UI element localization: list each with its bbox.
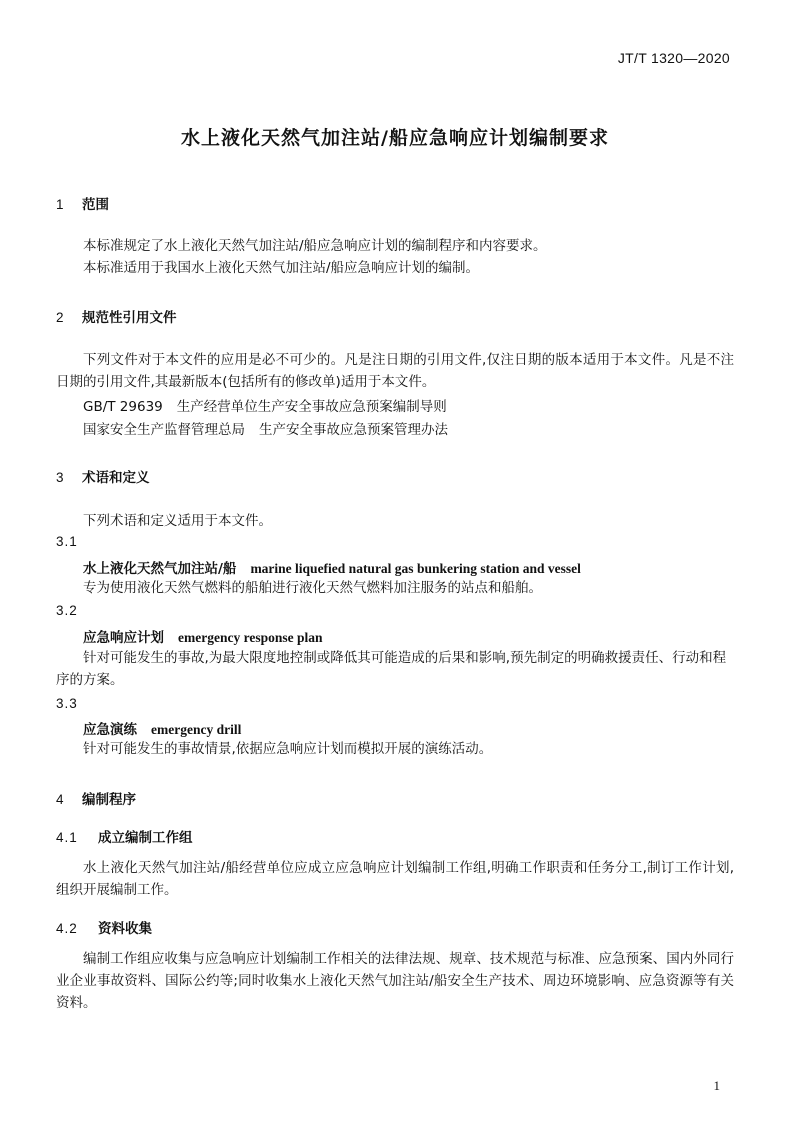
section-1-paragraph-2: 本标准适用于我国水上液化天然气加注站/船应急响应计划的编制。	[83, 260, 480, 276]
section-title: 规范性引用文件	[82, 310, 177, 326]
term-definition: 针对可能发生的事故情景,依据应急响应计划而模拟开展的演练活动。	[83, 741, 493, 757]
term-chinese: 水上液化天然气加注站/船	[83, 561, 237, 577]
reference-item	[56, 419, 734, 441]
section-number: 2	[56, 310, 64, 325]
term-definition: 针对可能发生的事故,为最大限度地控制或降低其可能造成的后果和影响,预先制定的明确救援责任、行动和程序的方案。	[56, 650, 727, 688]
term-chinese: 应急演练	[83, 722, 137, 738]
subsection-4-1-text: 水上液化天然气加注站/船经营单位应成立应急响应计划编制工作组,明确工作职责和任务分工,制订工作计划,组织开展编制工作。	[56, 860, 734, 898]
subsection-title: 成立编制工作组	[98, 830, 193, 846]
section-2-intro: 下列文件对于本文件的应用是必不可少的。凡是注日期的引用文件,仅注日期的版本适用于本文件。凡是不注日期的引用文件,其最新版本(包括所有的修改单)适用于本文件。	[56, 352, 734, 390]
subsection-number: 4.1	[56, 830, 78, 845]
section-title: 范围	[82, 197, 109, 213]
term-definition: 专为使用液化天然气燃料的船舶进行液化天然气燃料加注服务的站点和船舶。	[83, 580, 542, 596]
term-heading	[56, 557, 734, 577]
page-number: 1	[713, 1078, 720, 1093]
term-english: emergency drill	[151, 722, 242, 737]
section-title: 术语和定义	[82, 470, 150, 486]
standard-number: JT/T 1320—2020	[617, 50, 730, 66]
section-3-heading	[56, 466, 734, 486]
section-2-heading	[56, 306, 734, 326]
reference-code: GB/T 29639	[83, 399, 163, 415]
section-title: 编制程序	[82, 792, 136, 808]
section-1-paragraph-1: 本标准规定了水上液化天然气加注站/船应急响应计划的编制程序和内容要求。	[83, 238, 547, 254]
reference-title: 生产安全事故应急预案管理办法	[259, 422, 448, 438]
reference-title: 生产经营单位生产安全事故应急预案编制导则	[176, 399, 447, 415]
subsection-4-2-heading	[56, 917, 734, 937]
term-chinese: 应急响应计划	[83, 630, 164, 646]
subsection-title: 资料收集	[98, 921, 152, 937]
subsection-4-2-text: 编制工作组应收集与应急响应计划编制工作相关的法律法规、规章、技术规范与标准、应急预案、国内外同行业企业事故资料、国际公约等;同时收集水上液化天然气加注站/船安全生产技术、周边环境影响、应急资源等有关资料。	[56, 951, 734, 1011]
term-english: emergency response plan	[178, 630, 323, 645]
term-english: marine liquefied natural gas bunkering station and vessel	[250, 561, 581, 576]
section-number: 4	[56, 792, 64, 807]
term-heading	[56, 626, 734, 646]
section-number: 3	[56, 470, 64, 485]
term-number: 3.2	[56, 603, 78, 618]
section-4-heading	[56, 788, 734, 808]
section-number: 1	[56, 197, 64, 212]
term-number: 3.3	[56, 696, 78, 711]
term-heading	[56, 718, 734, 738]
section-3-intro: 下列术语和定义适用于本文件。	[83, 513, 272, 529]
section-1-heading	[56, 193, 734, 213]
subsection-4-1-heading	[56, 826, 734, 846]
reference-item	[56, 396, 734, 418]
reference-code: 国家安全生产监督管理总局	[83, 422, 245, 438]
document-title: 水上液化天然气加注站/船应急响应计划编制要求	[181, 127, 609, 149]
term-number: 3.1	[56, 534, 78, 549]
subsection-number: 4.2	[56, 921, 78, 936]
